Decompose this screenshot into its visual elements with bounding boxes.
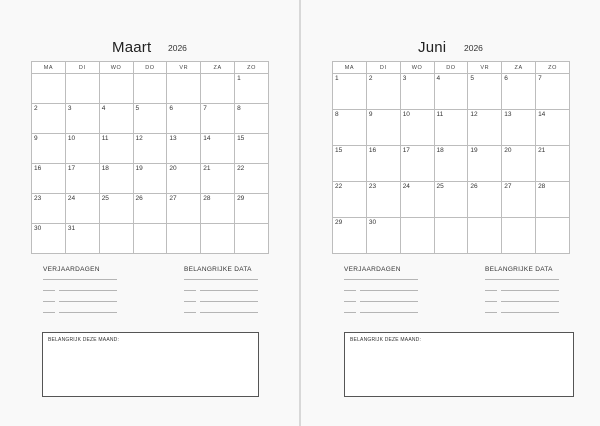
year-label: 2026	[168, 43, 187, 53]
day-cell[interactable]	[434, 182, 468, 218]
day-cell[interactable]	[468, 218, 502, 254]
day-number: 15	[335, 147, 343, 154]
day-cell[interactable]	[536, 146, 570, 182]
day-number: 1	[237, 75, 241, 82]
important-date-text-line	[501, 312, 559, 313]
day-cell[interactable]	[434, 146, 468, 182]
birthday-date-line	[344, 290, 356, 291]
day-number	[134, 74, 167, 76]
day-cell[interactable]	[201, 104, 235, 134]
day-cell[interactable]	[65, 134, 99, 164]
day-number: 3	[67, 105, 72, 112]
day-cell[interactable]	[167, 164, 201, 194]
day-cell[interactable]	[434, 74, 468, 110]
day-cell[interactable]	[235, 224, 269, 254]
day-number: 1	[335, 75, 339, 82]
day-cell[interactable]	[133, 164, 167, 194]
day-cell[interactable]	[32, 74, 66, 104]
day-number: 28	[203, 195, 211, 202]
day-cell[interactable]	[434, 218, 468, 254]
day-cell[interactable]	[502, 146, 536, 182]
week-row	[32, 224, 269, 254]
day-number	[167, 224, 200, 226]
day-number: 9	[368, 111, 373, 118]
weekday-header: VR	[167, 62, 201, 74]
weekday-header: VR	[468, 62, 502, 74]
day-cell[interactable]	[400, 182, 434, 218]
day-cell[interactable]	[133, 194, 167, 224]
day-number: 30	[34, 225, 42, 232]
important-dates-title: BELANGRIJKE DATA	[485, 266, 553, 273]
important-date-day-line	[485, 290, 497, 291]
day-cell[interactable]	[502, 218, 536, 254]
day-cell[interactable]	[201, 164, 235, 194]
day-number: 12	[135, 135, 143, 142]
calendar-grid	[332, 61, 570, 254]
week-row	[32, 194, 269, 224]
day-cell[interactable]	[536, 182, 570, 218]
birthday-name-line	[59, 301, 117, 302]
birthdays-title: VERJAARDAGEN	[344, 266, 401, 273]
important-dates-title: BELANGRIJKE DATA	[184, 266, 252, 273]
day-number	[435, 218, 468, 220]
week-row	[333, 74, 570, 110]
day-cell[interactable]	[65, 104, 99, 134]
day-cell[interactable]	[235, 164, 269, 194]
day-number: 20	[169, 165, 177, 172]
day-number	[167, 74, 200, 76]
day-cell[interactable]	[133, 224, 167, 254]
week-row	[333, 110, 570, 146]
day-cell[interactable]	[201, 134, 235, 164]
weekday-header-row	[333, 62, 570, 74]
important-date-text-line	[501, 290, 559, 291]
notes-label: BELANGRIJK DEZE MAAND:	[48, 337, 120, 343]
day-number: 7	[538, 75, 542, 82]
day-cell[interactable]	[99, 104, 133, 134]
day-cell[interactable]	[502, 110, 536, 146]
day-number	[66, 74, 99, 76]
day-number: 3	[402, 75, 407, 82]
day-cell[interactable]	[400, 74, 434, 110]
weekday-header: DI	[65, 62, 99, 74]
weekday-header: DI	[366, 62, 400, 74]
day-cell[interactable]	[99, 74, 133, 104]
day-cell[interactable]	[502, 74, 536, 110]
important-date-day-line	[184, 312, 196, 313]
day-number: 17	[402, 147, 410, 154]
day-number: 24	[67, 195, 76, 202]
day-cell[interactable]	[366, 110, 400, 146]
day-cell[interactable]	[32, 224, 66, 254]
day-number: 11	[436, 111, 444, 118]
day-cell[interactable]	[434, 110, 468, 146]
day-number: 2	[34, 105, 38, 112]
day-cell[interactable]	[502, 182, 536, 218]
important-date-text-line	[200, 290, 258, 291]
day-number	[201, 74, 234, 76]
day-number: 2	[368, 75, 373, 82]
weekday-header-row	[32, 62, 269, 74]
day-cell[interactable]	[235, 134, 269, 164]
important-date-day-line	[485, 312, 497, 313]
day-number: 23	[34, 195, 42, 202]
day-number: 24	[402, 183, 410, 190]
birthday-line	[43, 279, 117, 280]
day-number: 10	[402, 111, 410, 118]
day-cell[interactable]	[32, 164, 66, 194]
birthdays-title: VERJAARDAGEN	[43, 266, 100, 273]
important-date-text-line	[200, 312, 258, 313]
birthday-date-line	[344, 301, 356, 302]
day-cell[interactable]	[536, 218, 570, 254]
birthday-date-line	[344, 312, 356, 313]
day-number: 23	[368, 183, 377, 190]
day-cell[interactable]	[65, 74, 99, 104]
day-cell[interactable]	[333, 218, 367, 254]
day-number	[536, 218, 569, 220]
day-cell[interactable]	[133, 104, 167, 134]
day-cell[interactable]	[333, 182, 367, 218]
day-cell[interactable]	[201, 194, 235, 224]
birthday-name-line	[59, 312, 117, 313]
day-number: 18	[436, 147, 444, 154]
notes-label: BELANGRIJK DEZE MAAND:	[350, 337, 422, 343]
month-title: Juni	[418, 39, 447, 56]
day-number: 16	[368, 147, 377, 154]
year-label: 2026	[464, 43, 483, 53]
week-row	[32, 104, 269, 134]
birthday-name-line	[360, 312, 418, 313]
day-cell[interactable]	[235, 194, 269, 224]
weekday-header: WO	[99, 62, 133, 74]
day-cell[interactable]	[235, 104, 269, 134]
day-number: 28	[538, 183, 546, 190]
weekday-header: WO	[400, 62, 434, 74]
day-number: 22	[335, 183, 343, 190]
important-date-day-line	[184, 301, 196, 302]
day-cell[interactable]	[133, 134, 167, 164]
weekday-header: ZA	[502, 62, 536, 74]
weekday-header: ZO	[235, 62, 269, 74]
day-cell[interactable]	[201, 224, 235, 254]
birthday-name-line	[360, 301, 418, 302]
day-cell[interactable]	[99, 194, 133, 224]
day-number: 26	[470, 183, 478, 190]
day-number: 21	[538, 147, 546, 154]
day-number	[401, 218, 434, 220]
day-number: 12	[470, 111, 478, 118]
important-date-day-line	[485, 301, 497, 302]
day-cell[interactable]	[65, 194, 99, 224]
weekday-header: DO	[434, 62, 468, 74]
day-number: 5	[135, 105, 140, 112]
day-number: 6	[169, 105, 173, 112]
day-number: 15	[237, 135, 245, 142]
day-number: 14	[203, 135, 211, 142]
important-date-day-line	[184, 290, 196, 291]
day-number: 7	[203, 105, 207, 112]
day-cell[interactable]	[400, 146, 434, 182]
notes-box[interactable]	[42, 332, 259, 397]
day-cell[interactable]	[366, 182, 400, 218]
day-cell[interactable]	[333, 74, 367, 110]
week-row	[32, 74, 269, 104]
day-number: 8	[335, 111, 339, 118]
day-number: 8	[237, 105, 241, 112]
planner-page-maart	[0, 0, 299, 426]
day-cell[interactable]	[32, 134, 66, 164]
day-number: 5	[470, 75, 474, 82]
day-number: 18	[101, 165, 109, 172]
day-cell[interactable]	[32, 104, 66, 134]
day-number: 25	[436, 183, 444, 190]
birthday-line	[344, 279, 418, 280]
day-cell[interactable]	[468, 182, 502, 218]
day-number: 19	[470, 147, 478, 154]
day-cell[interactable]	[167, 104, 201, 134]
day-number: 31	[67, 225, 76, 232]
day-cell[interactable]	[400, 218, 434, 254]
day-cell[interactable]	[167, 74, 201, 104]
day-number: 30	[368, 219, 377, 226]
day-cell[interactable]	[167, 194, 201, 224]
week-row	[333, 182, 570, 218]
day-cell[interactable]	[235, 74, 269, 104]
week-row	[333, 218, 570, 254]
day-number	[100, 224, 133, 226]
day-cell[interactable]	[468, 74, 502, 110]
day-cell[interactable]	[366, 146, 400, 182]
important-date-line	[184, 279, 258, 280]
day-number	[502, 218, 535, 220]
day-number: 27	[504, 183, 512, 190]
weekday-header: ZA	[201, 62, 235, 74]
day-number: 6	[504, 75, 508, 82]
day-cell[interactable]	[167, 224, 201, 254]
day-number: 29	[335, 219, 343, 226]
day-cell[interactable]	[99, 224, 133, 254]
day-cell[interactable]	[32, 194, 66, 224]
day-cell[interactable]	[333, 146, 367, 182]
weekday-header: MA	[32, 62, 66, 74]
important-date-text-line	[501, 301, 559, 302]
weekday-header: MA	[333, 62, 367, 74]
notes-box[interactable]	[344, 332, 574, 397]
day-number: 13	[504, 111, 512, 118]
day-number	[134, 224, 167, 226]
day-number: 19	[135, 165, 143, 172]
day-number: 29	[237, 195, 245, 202]
day-cell[interactable]	[133, 74, 167, 104]
day-number: 4	[101, 105, 106, 112]
day-number: 22	[237, 165, 245, 172]
birthday-date-line	[43, 290, 55, 291]
day-cell[interactable]	[468, 110, 502, 146]
day-number: 9	[34, 135, 38, 142]
day-number: 26	[135, 195, 143, 202]
day-number: 27	[169, 195, 177, 202]
day-number	[201, 224, 234, 226]
day-number: 11	[101, 135, 109, 142]
week-row	[333, 146, 570, 182]
planner-page-juni	[301, 0, 600, 426]
month-title: Maart	[112, 39, 152, 56]
day-cell[interactable]	[366, 74, 400, 110]
day-number: 14	[538, 111, 546, 118]
day-cell[interactable]	[400, 110, 434, 146]
day-cell[interactable]	[65, 164, 99, 194]
day-cell[interactable]	[536, 110, 570, 146]
birthday-date-line	[43, 301, 55, 302]
day-number: 17	[67, 165, 76, 172]
day-cell[interactable]	[333, 110, 367, 146]
weekday-header: DO	[133, 62, 167, 74]
day-number	[100, 74, 133, 76]
day-number	[235, 224, 268, 226]
day-cell[interactable]	[99, 164, 133, 194]
day-number: 4	[436, 75, 441, 82]
calendar-grid	[31, 61, 269, 254]
day-number: 25	[101, 195, 109, 202]
day-cell[interactable]	[536, 74, 570, 110]
day-number: 13	[169, 135, 177, 142]
weekday-header: ZO	[536, 62, 570, 74]
day-cell[interactable]	[468, 146, 502, 182]
week-row	[32, 134, 269, 164]
day-number	[468, 218, 501, 220]
day-cell[interactable]	[167, 134, 201, 164]
important-date-line	[485, 279, 559, 280]
birthday-date-line	[43, 312, 55, 313]
day-number: 10	[67, 135, 76, 142]
day-cell[interactable]	[65, 224, 99, 254]
important-date-text-line	[200, 301, 258, 302]
day-cell[interactable]	[99, 134, 133, 164]
birthday-name-line	[59, 290, 117, 291]
day-cell[interactable]	[366, 218, 400, 254]
day-number	[32, 74, 65, 76]
birthday-name-line	[360, 290, 418, 291]
week-row	[32, 164, 269, 194]
day-cell[interactable]	[201, 74, 235, 104]
day-number: 20	[504, 147, 512, 154]
day-number: 16	[34, 165, 42, 172]
day-number: 21	[203, 165, 211, 172]
